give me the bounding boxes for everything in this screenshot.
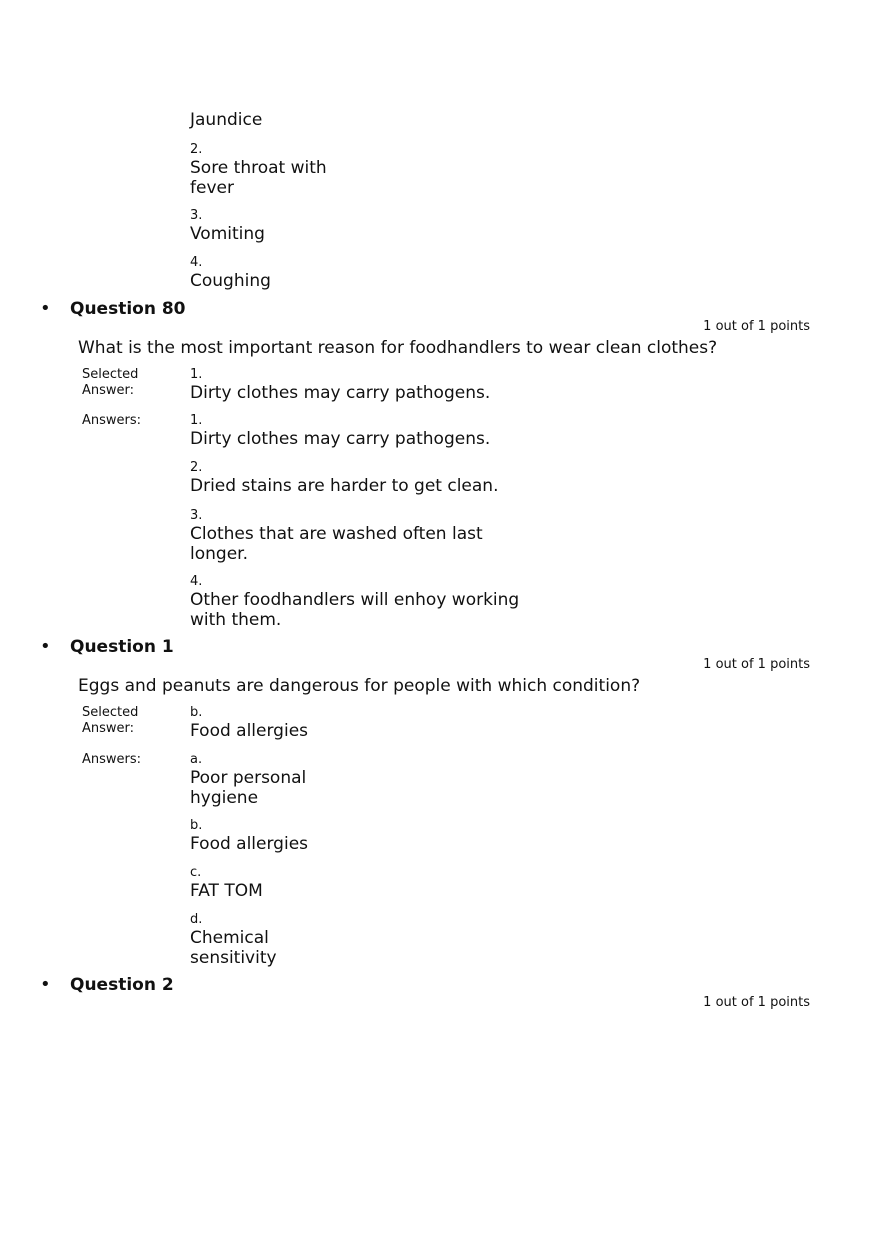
answers-label: Answers:: [82, 752, 142, 767]
option-number: 3.: [190, 208, 203, 223]
answer-option: [190, 752, 350, 808]
answer-option: [190, 508, 535, 564]
option-text: Poor personal hygiene: [190, 768, 307, 808]
question-title[interactable]: Question 2: [70, 975, 174, 995]
bullet-icon: •: [40, 974, 51, 995]
selected-answer-label: Selected Answer:: [82, 367, 139, 398]
option-number: 4.: [190, 574, 203, 589]
answer-option: [190, 818, 535, 854]
question-points: 1 out of 1 points: [703, 319, 810, 334]
option-number: 3.: [190, 508, 203, 523]
option-number: 1.: [190, 367, 203, 382]
option-text: Sore throat with fever: [190, 158, 327, 198]
option-text: Jaundice: [190, 110, 263, 130]
option-text: Food allergies: [190, 721, 309, 741]
option-number: 2.: [190, 460, 203, 475]
option-number: d.: [190, 912, 203, 927]
answer-option: [190, 110, 350, 130]
selected-answer: [190, 705, 535, 741]
option-text: Clothes that are washed often last longer.: [190, 524, 483, 564]
option-text: Chemical sensitivity: [190, 928, 277, 968]
answer-option: [190, 460, 535, 496]
option-text: Dried stains are harder to get clean.: [190, 476, 499, 496]
option-number: c.: [190, 865, 202, 880]
answer-option: [190, 255, 350, 291]
option-text: FAT TOM: [190, 881, 263, 901]
answer-option: [190, 413, 535, 449]
option-number: b.: [190, 818, 203, 833]
question-text: Eggs and peanuts are dangerous for people with which condition?: [78, 676, 641, 696]
answer-option: [190, 142, 350, 198]
option-number: b.: [190, 705, 203, 720]
answer-option: [190, 912, 320, 968]
question-title[interactable]: Question 1: [70, 637, 174, 657]
option-number: 1.: [190, 413, 203, 428]
selected-answer-label: Selected Answer:: [82, 705, 139, 736]
option-text: Dirty clothes may carry pathogens.: [190, 429, 491, 449]
option-number: a.: [190, 752, 203, 767]
bullet-icon: •: [40, 298, 51, 319]
answers-label: Answers:: [82, 413, 142, 428]
answer-option: [190, 574, 535, 630]
option-text: Food allergies: [190, 834, 309, 854]
option-text: Dirty clothes may carry pathogens.: [190, 383, 491, 403]
option-text: Vomiting: [190, 224, 265, 244]
option-text: Coughing: [190, 271, 271, 291]
answer-option: [190, 865, 535, 901]
question-title[interactable]: Question 80: [70, 299, 186, 319]
question-text: What is the most important reason for foodhandlers to wear clean clothes?: [78, 338, 718, 358]
option-number: 4.: [190, 255, 203, 270]
bullet-icon: •: [40, 636, 51, 657]
option-number: 2.: [190, 142, 203, 157]
question-points: 1 out of 1 points: [703, 657, 810, 672]
answer-option: [190, 208, 350, 244]
selected-answer: [190, 367, 535, 403]
option-text: Other foodhandlers will enhoy working with them.: [190, 590, 520, 630]
question-points: 1 out of 1 points: [703, 995, 810, 1010]
